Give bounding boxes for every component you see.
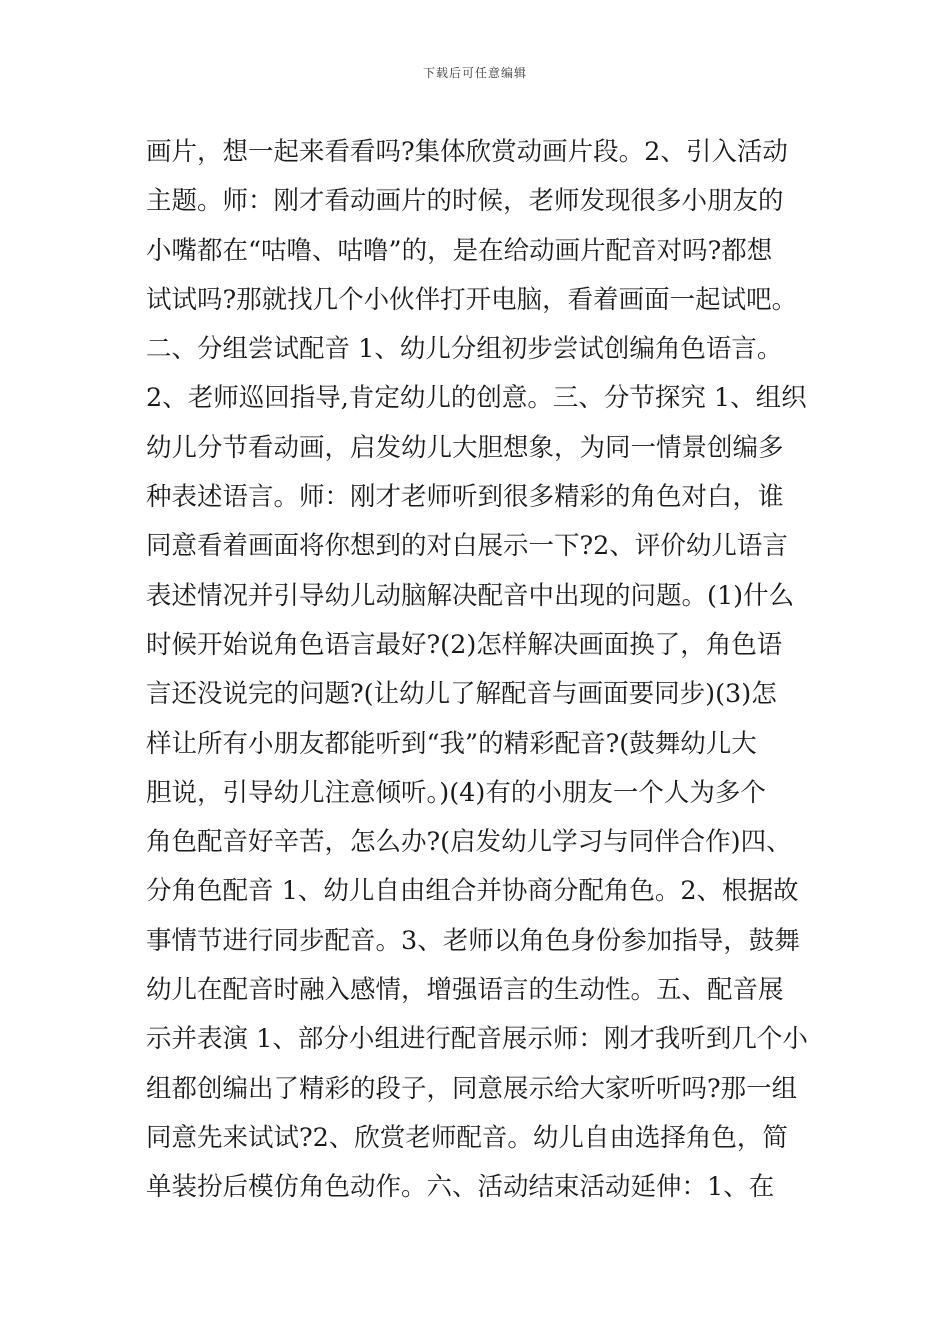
text-line-14: 胆说，引导幼儿注意倾听。)(4)有的小朋友一个人为多个 <box>146 777 766 808</box>
text-line-20: 组都创编出了精彩的段子，同意展示给大家听听吗?那一组 <box>146 1073 798 1104</box>
text-line-16: 分角色配音 1、幼儿自由组合并协商分配角色。2、根据故 <box>146 876 799 907</box>
text-line-1: 画片，想一起来看看吗?集体欣赏动画片段。2、引入活动 <box>146 137 788 167</box>
text-line-11: 时候开始说角色语言最好?(2)怎样解决画面换了，角色语 <box>146 629 783 660</box>
text-line-15: 角色配音好辛苦，怎么办?(启发幼儿学习与同伴合作)四、 <box>146 827 792 858</box>
text-line-13: 样让所有小朋友都能听到“我”的精彩配音?(鼓舞幼儿大 <box>146 728 757 759</box>
text-line-21: 同意先来试试?2、欣赏老师配音。幼儿自由选择角色，简 <box>146 1122 788 1153</box>
text-line-18: 幼儿在配音时融入感情，增强语言的生动性。五、配音展 <box>146 975 784 1006</box>
body-text <box>146 128 818 1213</box>
text-line-10: 表述情况并引导幼儿动脑解决配音中出现的问题。(1)什么 <box>146 580 795 611</box>
text-line-22: 单装扮后模仿角色动作。六、活动结束活动延伸：1、在 <box>146 1172 775 1203</box>
text-line-7: 幼儿分节看动画，启发幼儿大胆想象，为同一情景创编多 <box>146 432 784 463</box>
text-line-6: 2、老师巡回指导,肯定幼儿的创意。三、分节探究 1、组织 <box>146 383 807 414</box>
text-line-5: 二、分组尝试配音 1、幼儿分组初步尝试创编角色语言。 <box>146 334 783 365</box>
text-line-19: 示并表演 1、部分小组进行配音展示师：刚才我听到几个小 <box>146 1024 808 1055</box>
page-header: 下载后可任意编辑 <box>422 66 527 80</box>
text-line-9: 同意看着画面将你想到的对白展示一下?2、评价幼儿语言 <box>146 531 788 562</box>
text-line-12: 言还没说完的问题?(让幼儿了解配音与画面要同步)(3)怎 <box>146 679 777 710</box>
text-line-2: 主题。师：刚才看动画片的时候，老师发现很多小朋友的 <box>146 186 784 217</box>
text-line-4: 试试吗?那就找几个小伙伴打开电脑，看着画面一起试吧。 <box>146 284 798 315</box>
text-line-17: 事情节进行同步配音。3、老师以角色身份参加指导，鼓舞 <box>146 925 800 956</box>
text-line-3: 小嘴都在“咕噜、咕噜”的，是在给动画片配音对吗?都想 <box>146 235 773 266</box>
text-line-8: 种表述语言。师：刚才老师听到很多精彩的角色对白，谁 <box>146 482 784 513</box>
